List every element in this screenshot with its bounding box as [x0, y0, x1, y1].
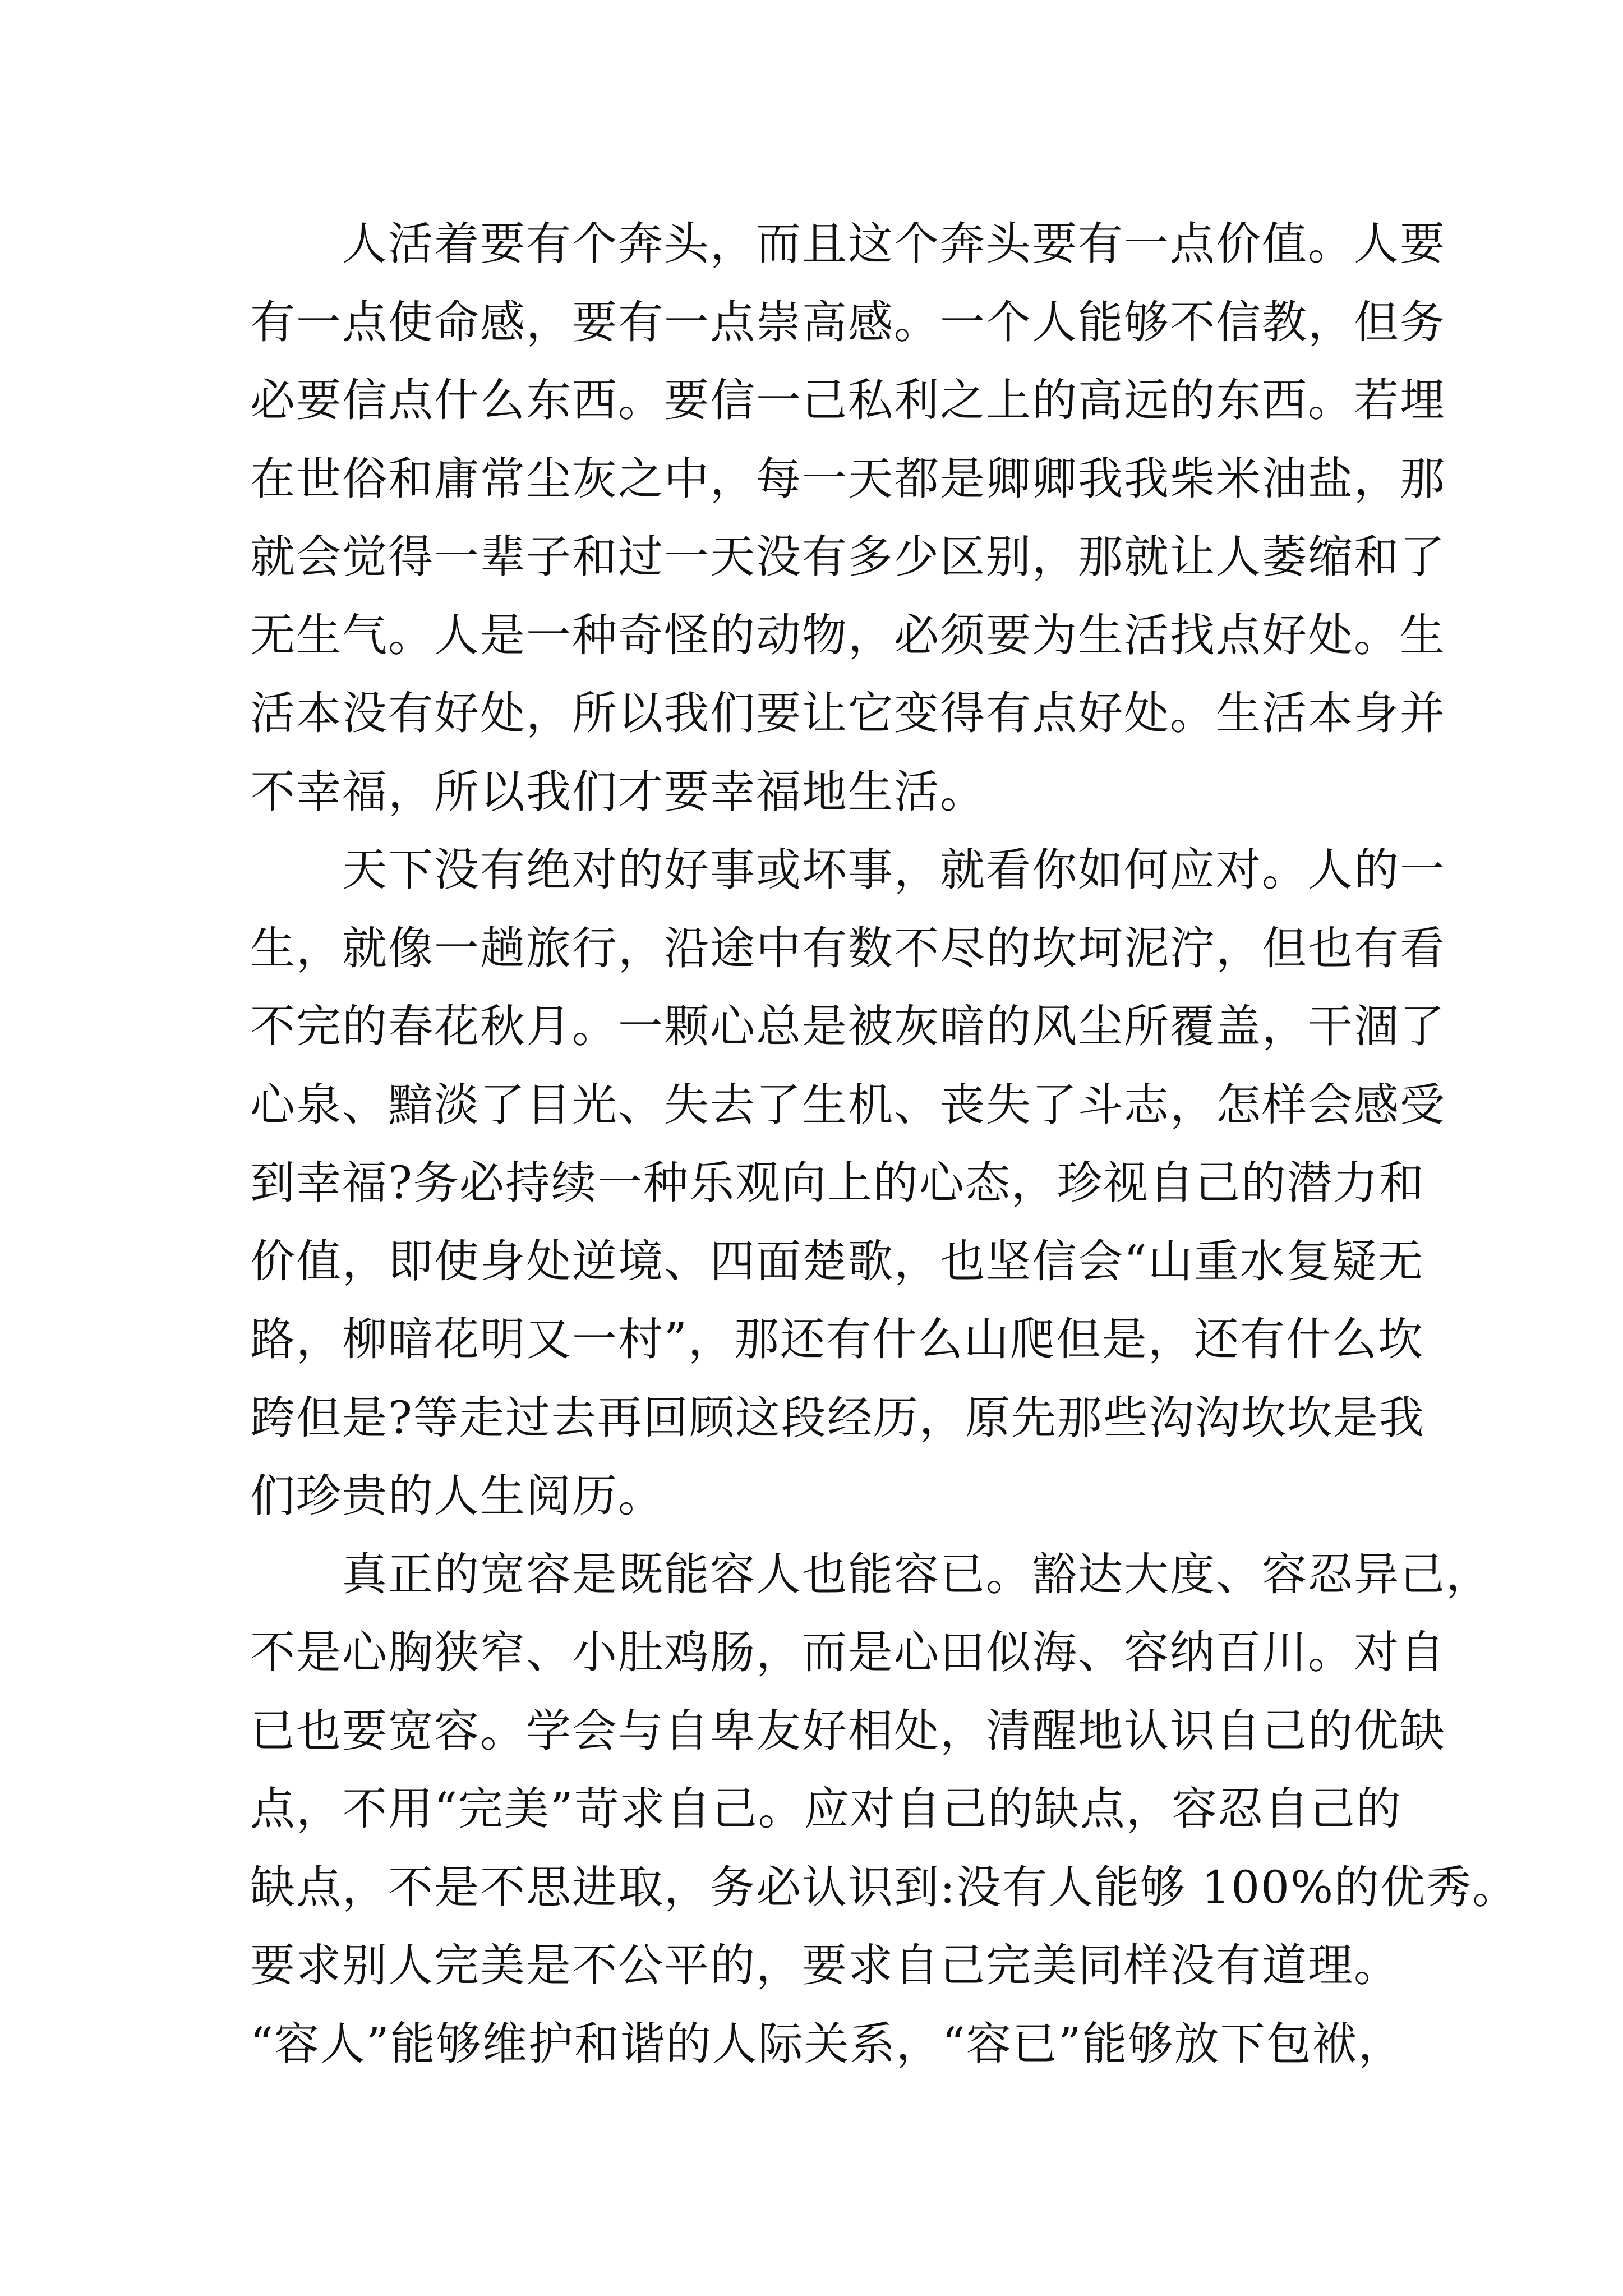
text-line: 人活着要有个奔头，而且这个奔头要有一点价值。人要 — [342, 218, 1446, 270]
text-line: 们珍贵的人生阅历。 — [250, 1470, 664, 1522]
text-line: 在世俗和庸常尘灰之中，每一天都是卿卿我我柴米油盐，那 — [250, 452, 1446, 505]
text-line: 活本没有好处，所以我们要让它变得有点好处。生活本身并 — [250, 687, 1446, 739]
text-line: 要求别人完美是不公平的，要求自己完美同样没有道理。 — [250, 1939, 1400, 1991]
text-line: 真正的宽容是既能容人也能容已。豁达大度、容忍异己， — [342, 1548, 1492, 1600]
text-line: “容人”能够维护和谐的人际关系，“容已”能够放下包袱， — [250, 2017, 1404, 2070]
text-line: 价值，即使身处逆境、四面楚歌，也坚信会“山重水复疑无 — [250, 1235, 1424, 1287]
text-line: 生，就像一趟旅行，沿途中有数不尽的坎坷泥泞，但也有看 — [250, 922, 1446, 974]
text-line: 就会觉得一辈子和过一天没有多少区别，那就让人萎缩和了 — [250, 531, 1446, 583]
text-line: 缺点，不是不思进取，务必认识到:没有人能够 100%的优秀。 — [250, 1861, 1519, 1913]
text-line: 不是心胸狭窄、小肚鸡肠，而是心田似海、容纳百川。对自 — [250, 1626, 1446, 1678]
text-line: 已也要宽容。学会与自卑友好相处，清醒地认识自己的优缺 — [250, 1704, 1446, 1757]
text-line: 有一点使命感，要有一点崇高感。一个人能够不信教，但务 — [250, 296, 1446, 348]
text-line: 点，不用“完美”苛求自己。应对自己的缺点，容忍自己的 — [250, 1783, 1402, 1835]
text-line: 跨但是?等走过去再回顾这段经历，原先那些沟沟坎坎是我 — [250, 1391, 1425, 1444]
text-line: 到幸福?务必持续一种乐观向上的心态，珍视自己的潜力和 — [250, 1157, 1425, 1209]
text-line: 心泉、黯淡了目光、失去了生机、丧失了斗志，怎样会感受 — [250, 1078, 1446, 1131]
text-line: 无生气。人是一种奇怪的动物，必须要为生活找点好处。生 — [250, 609, 1446, 661]
body-text — [250, 205, 1519, 2083]
text-line: 必要信点什么东西。要信一己私利之上的高远的东西。若埋 — [250, 374, 1446, 426]
text-line: 天下没有绝对的好事或坏事，就看你如何应对。人的一 — [342, 844, 1446, 896]
text-line: 不幸福，所以我们才要幸福地生活。 — [250, 765, 986, 818]
text-line: 不完的春花秋月。一颗心总是被灰暗的风尘所覆盖，干涸了 — [250, 1000, 1446, 1052]
text-line: 路，柳暗花明又一村”，那还有什么山爬但是，还有什么坎 — [250, 1313, 1424, 1365]
